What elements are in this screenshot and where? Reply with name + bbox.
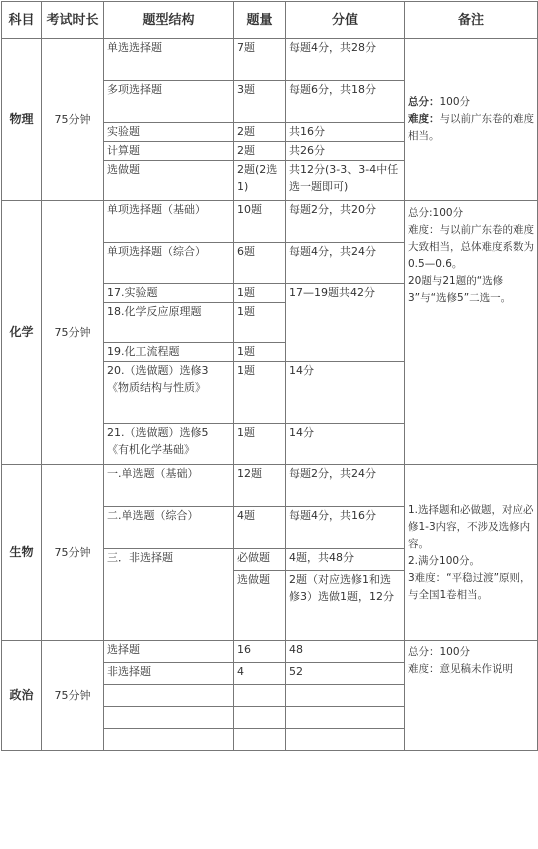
- duration-biology: 75分钟: [42, 465, 104, 641]
- question-count: 1题: [234, 343, 286, 362]
- table-row: [2, 39, 538, 81]
- table-row: [2, 465, 538, 507]
- question-type: 19.化工流程题: [104, 343, 234, 362]
- question-count: 7题: [234, 39, 286, 81]
- question-score: 共12分(3-3、3-4中任选一题即可): [286, 161, 405, 201]
- subject-biology: 生物: [2, 465, 42, 641]
- question-type: 一.单选题（基础）: [104, 465, 234, 507]
- question-type: 18.化学反应原理题: [104, 303, 234, 343]
- question-type: 非选择题: [104, 663, 234, 685]
- question-score: 4题，共48分: [286, 549, 405, 571]
- empty-cell: [234, 707, 286, 729]
- notes-biology: 1.选择题和必做题，对应必修1-3内容，不涉及选修内容。 2.满分100分。 3难度：“平稳过渡”原则，与全国1卷相当。: [405, 465, 538, 641]
- header-notes: 备注: [405, 2, 538, 39]
- subject-physics: 物理: [2, 39, 42, 201]
- notes-physics: [405, 39, 538, 201]
- subject-chemistry: 化学: [2, 201, 42, 465]
- question-count: 10题: [234, 201, 286, 243]
- question-type: 三．非选择题: [104, 549, 234, 641]
- question-type: 计算题: [104, 142, 234, 161]
- physics-difficulty-label: 难度：: [408, 113, 440, 125]
- physics-total-label: 总分：: [408, 96, 440, 108]
- question-score: 每题4分，共24分: [286, 243, 405, 284]
- question-type: 实验题: [104, 123, 234, 142]
- question-subtype: 必做题: [234, 549, 286, 571]
- question-score: 共26分: [286, 142, 405, 161]
- question-count: 4题: [234, 507, 286, 549]
- question-score: 共16分: [286, 123, 405, 142]
- header-subject: 科目: [2, 2, 42, 39]
- empty-cell: [104, 707, 234, 729]
- duration-physics: 75分钟: [42, 39, 104, 201]
- question-score: 52: [286, 663, 405, 685]
- question-count: 1题: [234, 362, 286, 424]
- empty-cell: [104, 685, 234, 707]
- question-score: 每题2分，共24分: [286, 465, 405, 507]
- header-score: 分值: [286, 2, 405, 39]
- question-score: 14分: [286, 424, 405, 465]
- header-structure: 题型结构: [104, 2, 234, 39]
- question-count: 6题: [234, 243, 286, 284]
- physics-total-value: 100分: [439, 96, 471, 108]
- header-duration: 考试时长: [42, 2, 104, 39]
- question-type: 选择题: [104, 641, 234, 663]
- question-score: 2题（对应选修1和选修3）选做1题，12分: [286, 571, 405, 641]
- question-count: 2题: [234, 142, 286, 161]
- question-score: 17—19题共42分: [286, 284, 405, 362]
- empty-cell: [286, 729, 405, 751]
- question-type: 二.单选题（综合）: [104, 507, 234, 549]
- table-row: [2, 641, 538, 663]
- question-count: 1题: [234, 424, 286, 465]
- notes-chemistry: 总分:100分 难度：与以前广东卷的难度大致相当，总体难度系数为0.5—0.6。 20题与21题的“选修3”与“选修5”二选一。: [405, 201, 538, 465]
- table-row: [2, 201, 538, 243]
- question-type: 选做题: [104, 161, 234, 201]
- empty-cell: [234, 685, 286, 707]
- question-type: 单项选择题（综合）: [104, 243, 234, 284]
- empty-cell: [104, 729, 234, 751]
- duration-chemistry: 75分钟: [42, 201, 104, 465]
- empty-cell: [234, 729, 286, 751]
- question-type: 单项选择题（基础）: [104, 201, 234, 243]
- header-count: 题量: [234, 2, 286, 39]
- question-count: 12题: [234, 465, 286, 507]
- duration-politics: 75分钟: [42, 641, 104, 751]
- question-score: 每题4分，共16分: [286, 507, 405, 549]
- question-type: 多项选择题: [104, 81, 234, 123]
- empty-cell: [286, 707, 405, 729]
- question-subtype: 选做题: [234, 571, 286, 641]
- subject-politics: 政治: [2, 641, 42, 751]
- question-type: 单选选择题: [104, 39, 234, 81]
- page: [1, 0, 537, 751]
- question-count: 1题: [234, 284, 286, 303]
- question-type: 20.（选做题）选修3《物质结构与性质》: [104, 362, 234, 424]
- question-count: 1题: [234, 303, 286, 343]
- question-type: 17.实验题: [104, 284, 234, 303]
- question-type: 21.（选做题）选修5《有机化学基础》: [104, 424, 234, 465]
- question-count: 2题: [234, 123, 286, 142]
- question-count: 3题: [234, 81, 286, 123]
- physics-difficulty-value: 与以前广东卷的难度相当。: [408, 113, 534, 142]
- question-score: 48: [286, 641, 405, 663]
- question-score: 每题6分，共18分: [286, 81, 405, 123]
- empty-cell: [286, 685, 405, 707]
- notes-politics: 总分：100分 难度：意见稿未作说明: [405, 641, 538, 751]
- question-count: 4: [234, 663, 286, 685]
- question-count: 16: [234, 641, 286, 663]
- question-score: 14分: [286, 362, 405, 424]
- header-row: [2, 2, 538, 39]
- question-score: 每题2分，共20分: [286, 201, 405, 243]
- exam-structure-table: [1, 1, 538, 751]
- question-count: 2题(2选1): [234, 161, 286, 201]
- question-score: 每题4分，共28分: [286, 39, 405, 81]
